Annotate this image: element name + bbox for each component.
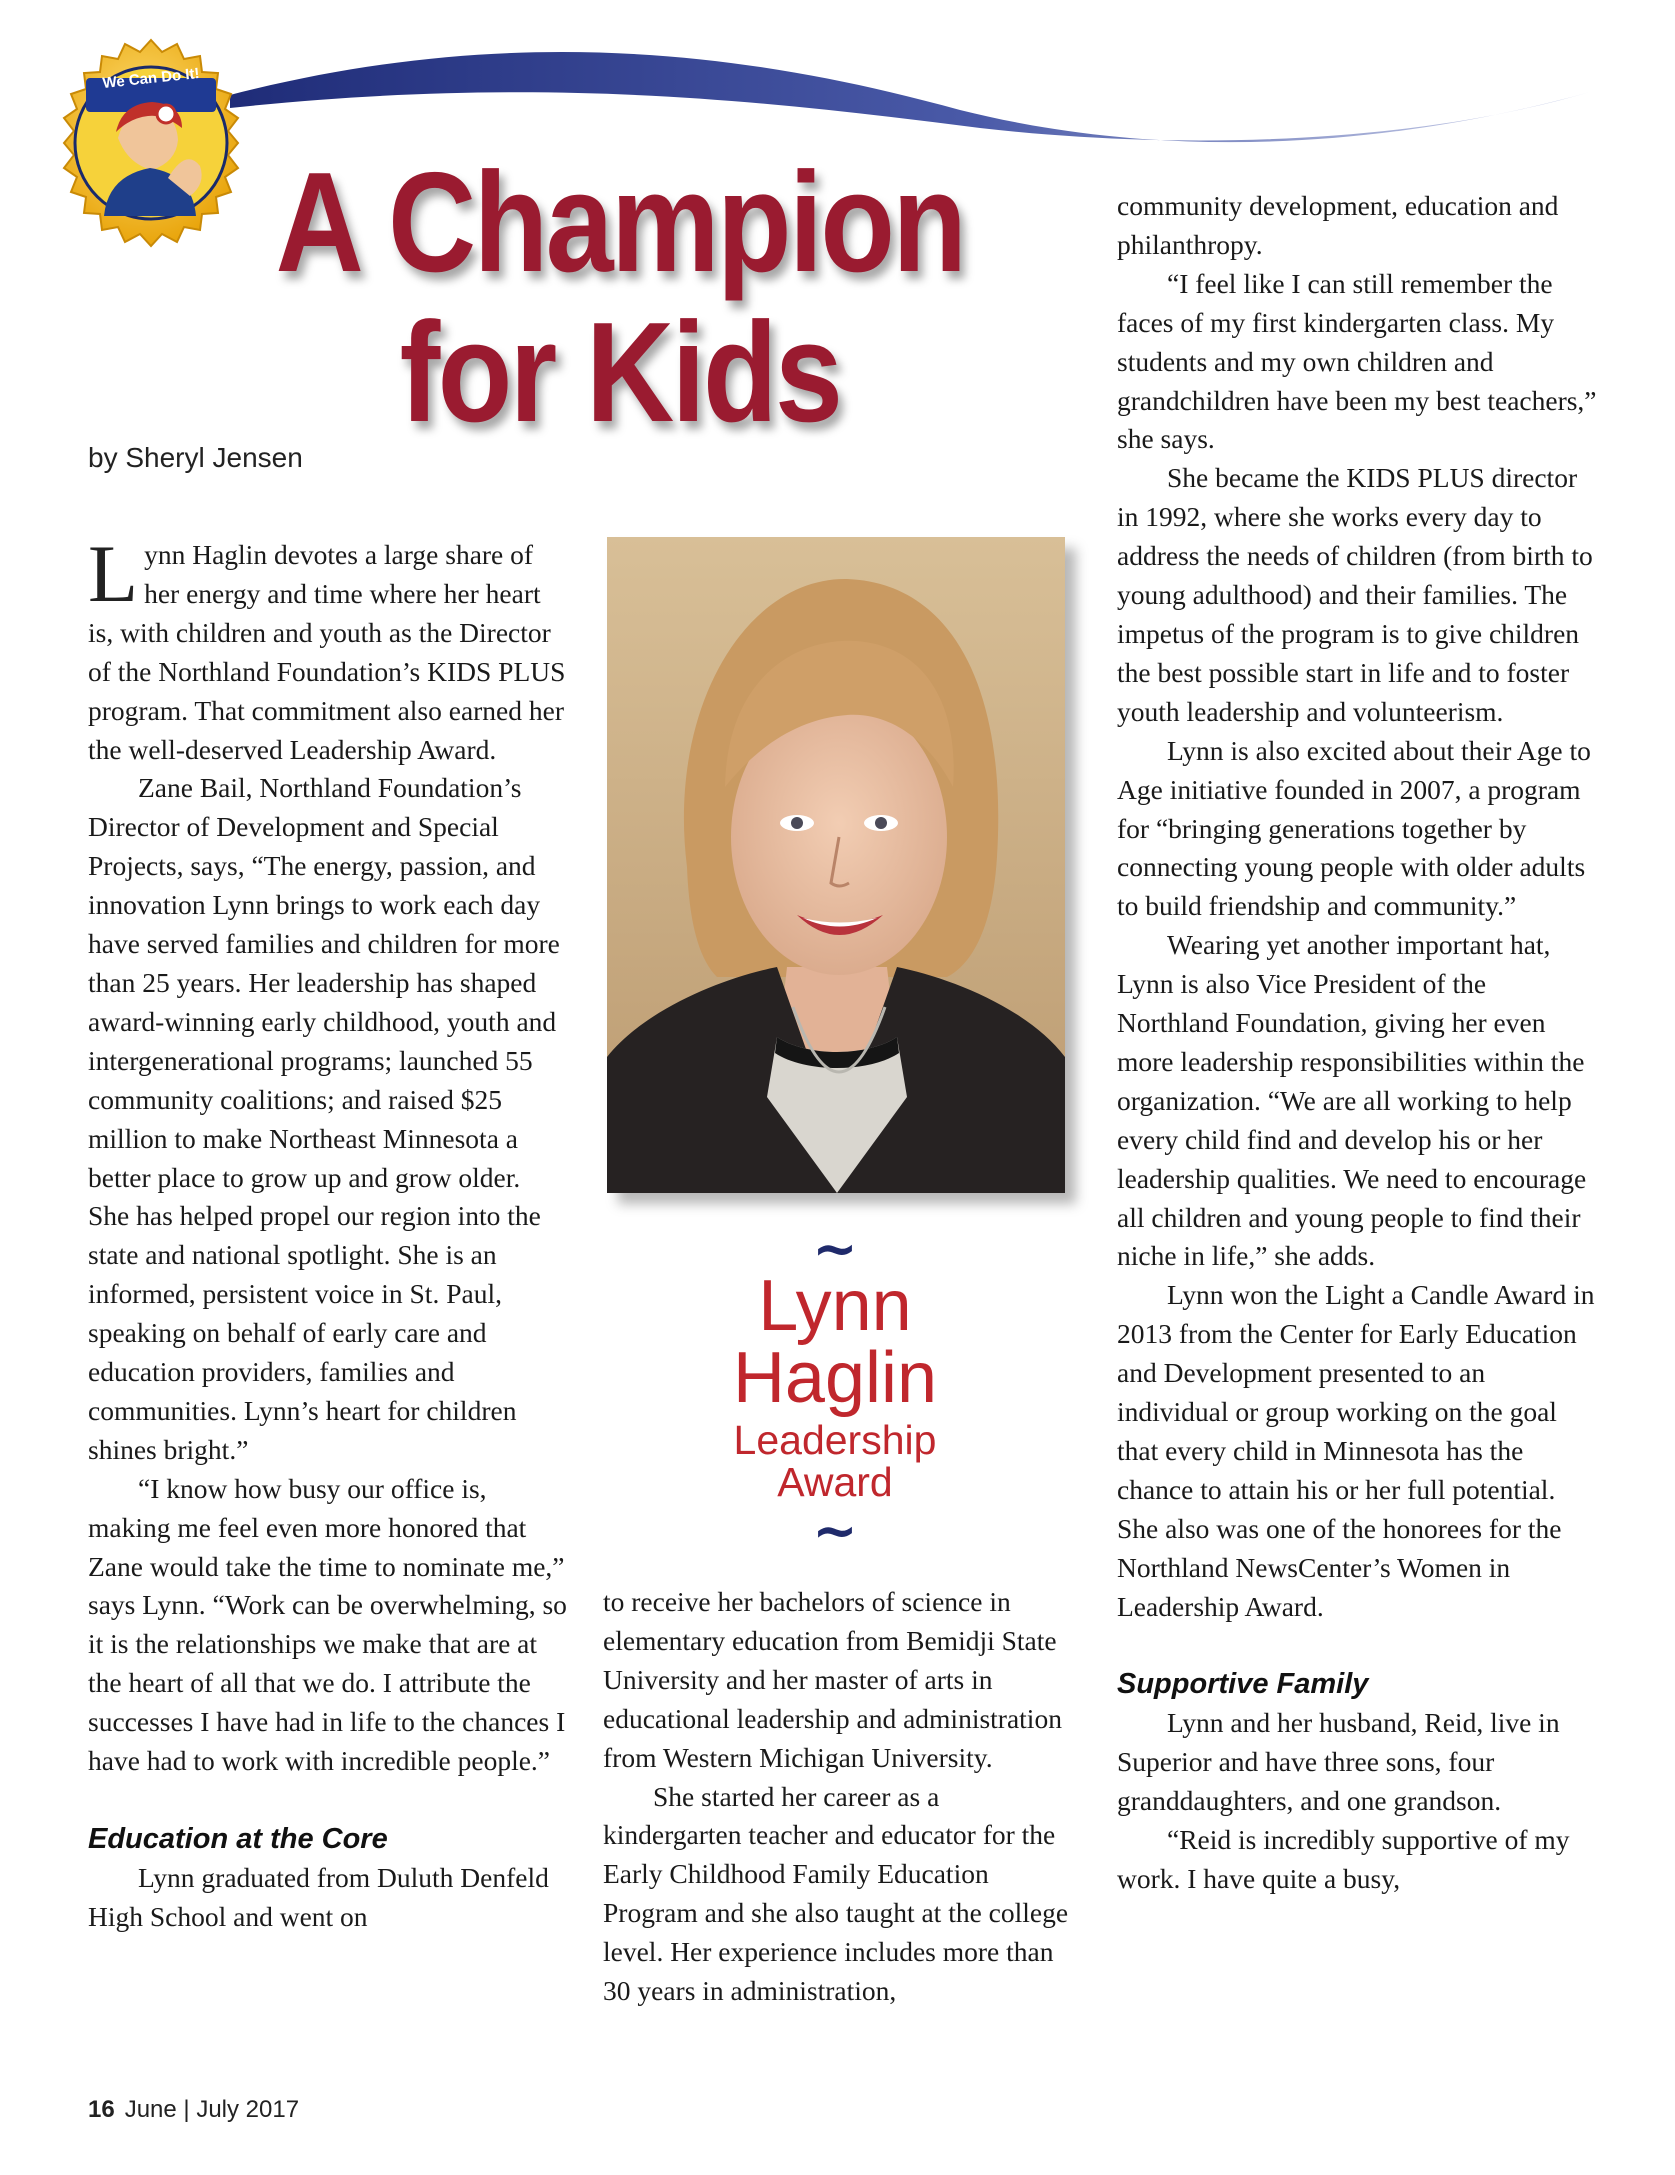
paragraph-6: She started her career as a kindergarten teacher and educator for the Early Childhood Family Education Program and she also taught at the college level. Her experience includes more than 30 years in administration, bbox=[603, 1780, 1069, 2007]
article-title-line-1: A Champion bbox=[275, 143, 965, 302]
section-heading-education: Education at the Core bbox=[88, 1822, 388, 1855]
drop-cap: L bbox=[88, 528, 139, 619]
section-heading-family: Supportive Family bbox=[1117, 1668, 1369, 1701]
tilde-ornament-bottom: ~ bbox=[812, 1499, 858, 1562]
paragraph-2: Zane Bail, Northland Foundation’s Director of Development and Special Projects, says, “The energy, passion, and innovation Lynn brings to work each day have served families and children for more than 25 years. Her leadership has shaped award-winning early childhood, youth and intergenerational programs; launched 55 community coalitions; and raised $25 million to make Northeast Minnesota a better place to grow up and grow older. She has helped propel our region into the state and national spotlight. She is an informed, persistent voice in St. Paul, speaking on behalf of early care and education providers, families and communities. Lynn’s heart for children shines bright.” bbox=[88, 772, 560, 1465]
paragraph-10: Lynn is also excited about their Age to Age initiative founded in 2007, a program for “bringing generations together by connecting young people with older adults to build friendship and community.” bbox=[1117, 734, 1591, 922]
issue-date: June | July 2017 bbox=[124, 2096, 300, 2123]
paragraph-11: Wearing yet another important hat, Lynn is also Vice President of the Northland Foundation, giving her even more leadership responsibilities within the organization. “We are all working to help every child find and develop his or her leadership qualities. We need to encourage all children and young people to find their niche in life,” she adds. bbox=[1117, 929, 1587, 1272]
portrait-photo bbox=[607, 537, 1065, 1193]
article-column-1 bbox=[88, 528, 568, 1937]
paragraph-4: Lynn graduated from Duluth Denfeld High School and went on bbox=[88, 1861, 549, 1932]
paragraph-13: Lynn and her husband, Reid, live in Superior and have three sons, four granddaughters, and one grandson. bbox=[1117, 1707, 1560, 1817]
badge-slogan: We Can Do It! bbox=[101, 64, 201, 93]
paragraph-14: “Reid is incredibly supportive of my work. I have quite a busy, bbox=[1117, 1824, 1570, 1894]
paragraph-5: to receive her bachelors of science in elementary education from Bemidji State University and her master of arts in educational leadership and administration from Western Michigan University. bbox=[603, 1586, 1062, 1773]
award-recipient-first-name: Lynn bbox=[758, 1266, 912, 1346]
award-recipient-last-name: Haglin bbox=[732, 1338, 938, 1418]
paragraph-7: community development, education and philanthropy. bbox=[1117, 190, 1559, 260]
award-title-line-1: Leadership bbox=[733, 1417, 937, 1463]
paragraph-3: “I know how busy our office is, making me feel even more honored that Zane would take the time to nominate me,” says Lynn. “Work can be overwhelming, so it is the relationships we make that are at the heart of all that we do. I attribute the successes I have had in life to the chances I have had to work with incredible people.” bbox=[88, 1472, 567, 1777]
tilde-ornament-top: ~ bbox=[812, 1217, 858, 1280]
paragraph-9: She became the KIDS PLUS director in 1992, where she works every day to address the needs of children (from birth to young adulthood) and their families. The impetus of the program is to give children the best possible start in life and to foster youth leadership and volunteerism. bbox=[1117, 462, 1593, 727]
page-number: 16 bbox=[88, 2096, 115, 2123]
paragraph-1: Lynn Haglin devotes a large share of her energy and time where her heart is, with children and youth as the Director of the Northland Foundation’s KIDS PLUS program. That commitment also earned her the well-deserved Leadership Award. bbox=[88, 528, 566, 765]
paragraph-12: Lynn won the Light a Candle Award in 2013 from the Center for Early Education and Development presented to an individual or group working on the goal that every child in Minnesota has the chance to attain his or her full potential. She also was one of the honorees for the Northland NewsCenter’s Women in Leadership Award. bbox=[1117, 1279, 1595, 1622]
paragraph-8: “I feel like I can still remember the faces of my first kindergarten class. My students and my own children and grandchildren have been my best teachers,” she says. bbox=[1117, 267, 1597, 455]
article-title-line-2: for Kids bbox=[399, 293, 841, 452]
byline: by Sheryl Jensen bbox=[88, 442, 303, 473]
article-column-3 bbox=[1117, 187, 1597, 1899]
portrait-illustration bbox=[607, 537, 1065, 1193]
page-footer bbox=[88, 2096, 299, 2124]
article-column-2 bbox=[603, 1583, 1073, 2011]
award-title-line-2: Award bbox=[777, 1459, 893, 1505]
